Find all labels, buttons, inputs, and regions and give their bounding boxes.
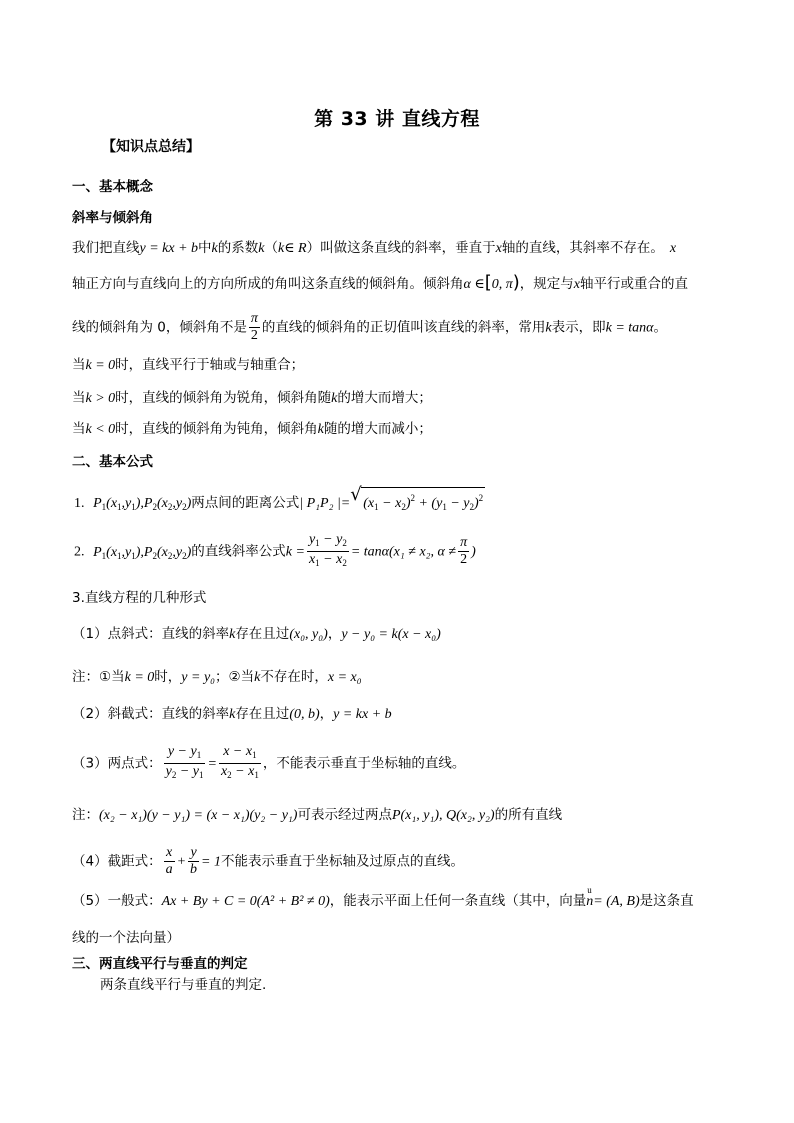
- sqrt-distance: √ $(x_1 - x_2)^2 + (y_1 - y_2)^2$: [350, 487, 485, 516]
- heading-parallel-perpendicular: 三、两直线平行与垂直的判定: [72, 956, 248, 972]
- form-general-cont: 线的一个法向量）: [72, 930, 180, 946]
- form-general: （5）一般式：Ax + By + C = 0(A² + B² ≠ 0)，能表示平面上任何一条直线（其中，向量 u n= (A, B)是这条直: [72, 892, 694, 911]
- subheading-slope: 斜率与倾斜角: [72, 210, 153, 226]
- right-paren: ): [512, 272, 520, 293]
- left-bracket: [: [484, 272, 492, 293]
- section-header: 【知识点总结】: [102, 139, 200, 155]
- form-point-slope: （1）点斜式：直线的斜率k存在且过(x₀, y₀)，y − y₀ = k(x − x₀): [72, 626, 441, 642]
- fraction-two-point-left: $\frac{y - y_1}{y_2 - y_1}$: [165, 744, 204, 780]
- formula-slope: 2. $P_1(x_1,y_1),P_2(x_2,y_2)$的直线斜率公式k = $\frac{y_1 - y_2}{x_1 - x_2}$ = tanα(x₁ ≠ x₂, α ≠ $\frac{\pi}{2}$ ): [74, 532, 476, 571]
- heading-basic-concepts: 一、基本概念: [72, 179, 153, 195]
- page-title: 第 33 讲 直线方程: [314, 108, 480, 130]
- note-point-slope: 注：①当k = 0时，y = y₀；②当k不存在时，x = x₀: [72, 669, 362, 685]
- heading-basic-formulas: 二、基本公式: [72, 454, 153, 470]
- case-k-positive: 当k > 0时，直线的倾斜角为锐角，倾斜角随k的增大而增大；: [72, 390, 432, 406]
- fraction-two-point-right: $\frac{x - x_1}{x_2 - x_1}$: [220, 744, 259, 780]
- form-two-point: （3）两点式： $\frac{y - y_1}{y_2 - y_1}$ = $\frac{x - x_1}{x_2 - x_1}$ ，不能表示垂直于坐标轴的直线。: [72, 744, 465, 783]
- paragraph-slope-def: 我们把直线y = kx + b中k的系数k（k∈ R）叫做这条直线的斜率，垂直于x轴的直线，其斜率不存在。 x: [72, 240, 677, 256]
- form-intercept: （4）截距式： $\frac{x}{a}$ + $\frac{y}{b}$ = 1不能表示垂直于坐标轴及过原点的直线。: [72, 845, 464, 877]
- paragraph-tangent: 线的倾斜角为 0，倾斜角不是 $\frac{\pi}{2}$ 的直线的倾斜角的正切值叫该直线的斜率，常用k表示，即k = tanα。: [72, 311, 668, 343]
- case-k-negative: 当k < 0时，直线的倾斜角为钝角，倾斜角k随的增大而减小；: [72, 421, 432, 437]
- paragraph-inclination: 轴正方向与直线向上的方向所成的角叫这条直线的倾斜角。倾斜角α ∈[0, π)，规定与x轴平行或重合的直: [72, 272, 689, 293]
- formula-distance: 1. $P_1(x_1,y_1),P_2(x_2,y_2)$两点间的距离公式| P₁P₂ |= √ $(x_1 - x_2)^2 + (y_1 - y_2)^2$: [74, 487, 485, 516]
- last-paragraph: 两条直线平行与垂直的判定.: [100, 977, 267, 993]
- normal-vector: u n: [586, 893, 593, 911]
- note-two-point: 注：(x₂ − x₁)(y − y₁) = (x − x₁)(y₂ − y₁)可表示经过两点P(x₁, y₁), Q(x₂, y₂)的所有直线: [72, 807, 563, 823]
- points-p1-p2: $P_1(x_1,y_1),P_2(x_2,y_2)$: [93, 496, 192, 512]
- fraction-pi-over-2: $\frac{\pi}{2}$: [250, 311, 258, 343]
- form-slope-intercept: （2）斜截式：直线的斜率k存在且过(0, b)，y = kx + b: [72, 706, 392, 722]
- fraction-slope: $\frac{y_1 - y_2}{x_1 - x_2}$: [308, 532, 347, 568]
- case-k-zero: 当k = 0时，直线平行于轴或与轴重合；: [72, 357, 305, 373]
- vector-arrow-icon: u: [587, 885, 592, 895]
- heading-line-forms: 3.直线方程的几种形式: [72, 590, 207, 606]
